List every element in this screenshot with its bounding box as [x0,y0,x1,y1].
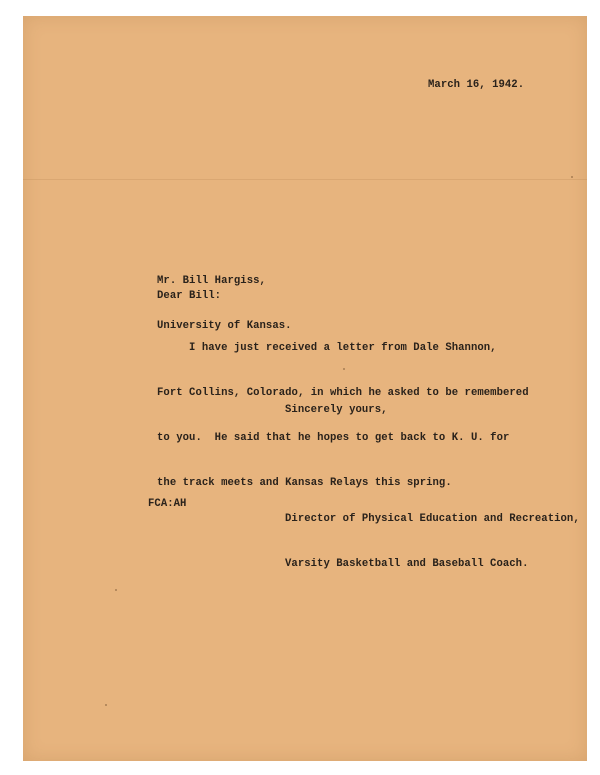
recipient-name: Mr. Bill Hargiss, [157,275,266,287]
body-line: to you. He said that he hopes to get back to K. U. for [157,432,510,444]
signature-title-line: Director of Physical Education and Recreation, [285,513,580,525]
typist-initials: FCA:AH [148,498,187,510]
paper-speck [105,704,107,706]
closing: Sincerely yours, [285,404,388,416]
paper-speck [571,176,573,178]
body-line: Fort Collins, Colorado, in which he asked to be remembered [157,387,529,399]
body-line: I have just received a letter from Dale Shannon, [157,342,497,354]
recipient-institution: University of Kansas. [157,320,292,332]
signature-title-line: Varsity Basketball and Baseball Coach. [285,558,529,570]
fold-line [23,179,587,180]
body-line: the track meets and Kansas Relays this spring. [157,477,452,489]
signature-title [285,482,580,602]
letter-date: March 16, 1942. [428,79,525,91]
salutation: Dear Bill: [157,290,222,302]
paper-speck [115,589,117,591]
letter-page [23,16,587,761]
paper-speck [343,368,345,370]
